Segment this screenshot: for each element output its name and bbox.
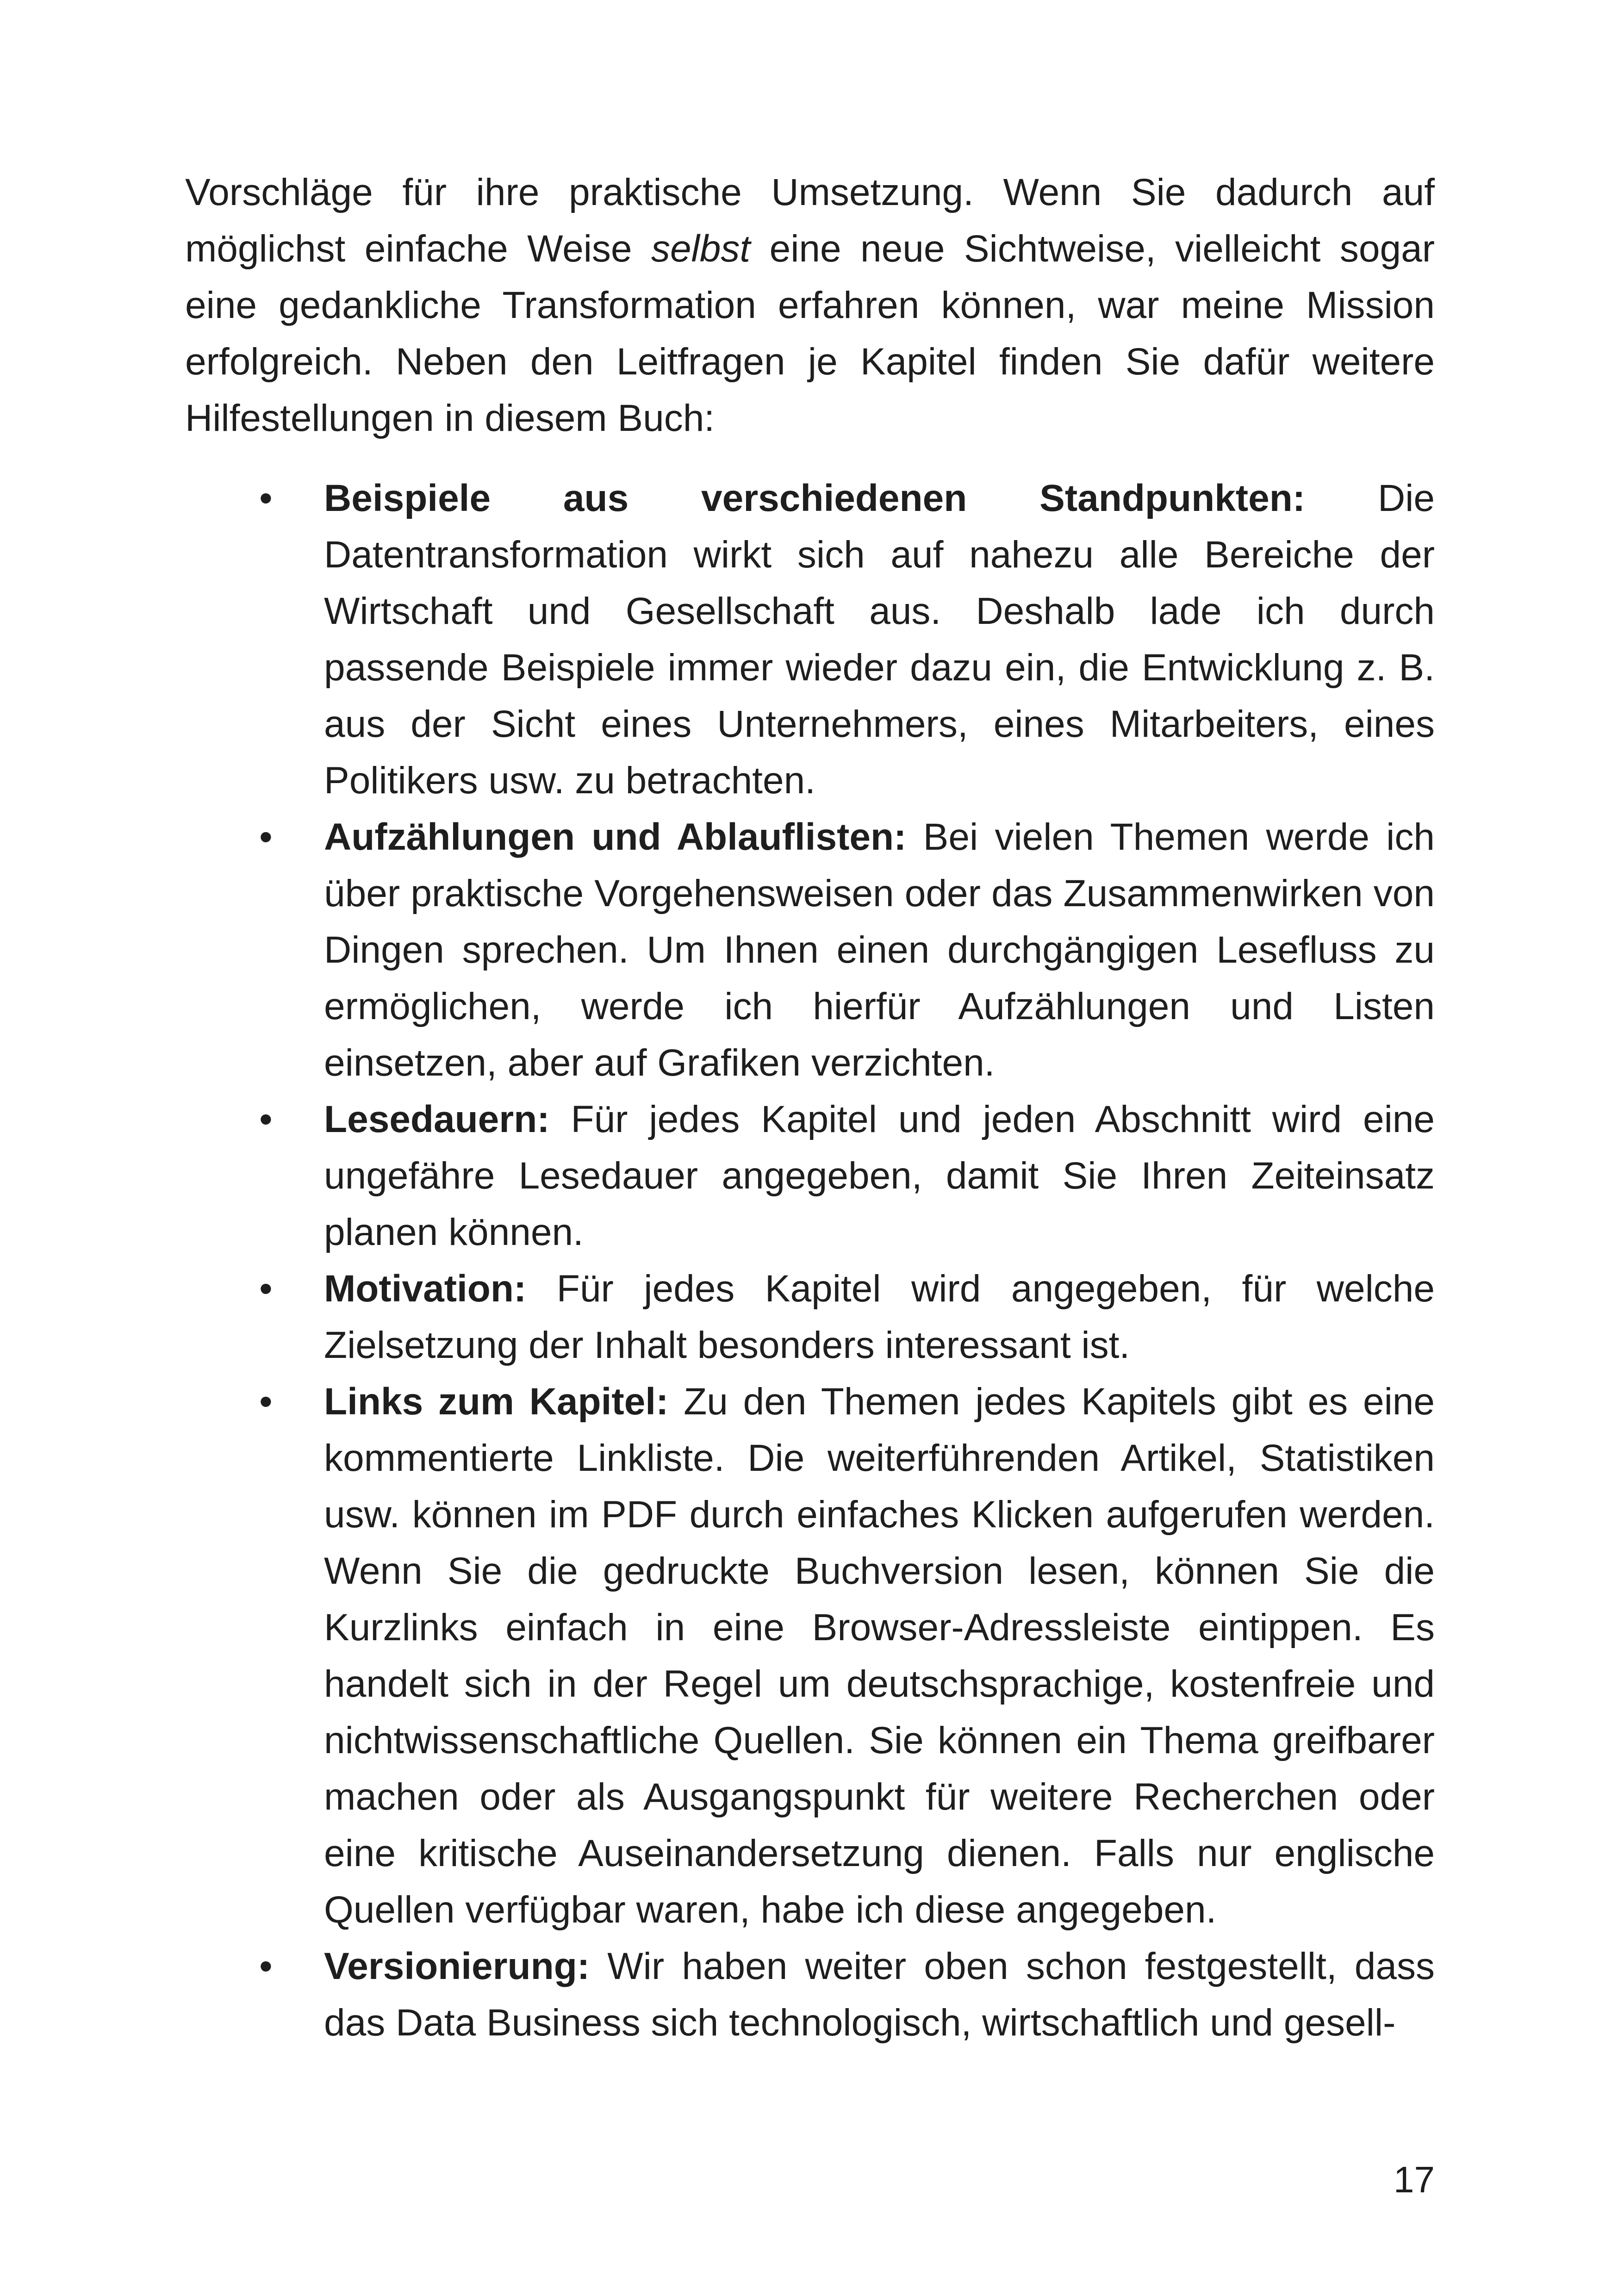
list-item-term: Beispiele aus verschiedenen Standpunkten: [324,477,1306,519]
bullet-icon: • [259,1381,273,1423]
list-item-versionierung [185,1938,1435,2051]
list-item-text: Zu den Themen jedes Kapitels gibt es eine kommentierte Linkliste. Die weiterführenden Artikel, Statistiken usw. können im PDF durch einfaches Klicken aufgerufen werden. Wenn Sie die gedruckte Buchversion lesen, können Sie die Kurzlinks einfach in eine Browser-Adressleiste eintippen. Es handelt sich in der Regel um deutschsprachige, kostenfreie und nichtwissenschaftliche Quellen. Sie können ein Thema greifbarer machen oder als Ausgangspunkt für weitere Recherchen oder eine kritische Auseinandersetzung dienen. Falls nur englische Quellen verfügbar waren, habe ich diese angegeben. [324,1381,1435,1931]
list-item-term: Versionierung: [324,1945,590,1987]
bullet-icon: • [259,1945,273,1987]
list-item-text: Bei vielen Themen werde ich über praktische Vorgehensweisen oder das Zusammenwirken von Dingen sprechen. Um Ihnen einen durchgängigen Lesefluss zu ermöglichen, werde ich hierfür Aufzählungen und Listen einsetzen, aber auf Grafiken verzichten. [324,816,1435,1084]
list-item-motivation [185,1261,1435,1374]
list-item-aufzaehlungen [185,809,1435,1091]
list-item-term: Lesedauern: [324,1098,550,1140]
page-number: 17 [1394,2159,1435,2200]
intro-text-start: Vorschläge für ihre praktische Umsetzung. Wenn Sie dadurch auf möglichst einfache Weise [185,171,1435,270]
bullet-icon: • [259,477,273,519]
feature-list [185,470,1435,2051]
intro-emphasis: selbst [651,228,751,270]
list-item-text: Die Datentransformation wirkt sich auf nahezu alle Bereiche der Wirtschaft und Gesellschaft aus. Deshalb lade ich durch passende Beispiele immer wieder dazu ein, die Entwicklung z. B. aus der Sicht eines Unternehmers, eines Mitarbeiters, eines Politikers usw. zu betrachten. [324,477,1435,802]
list-item-text: Wir haben weiter oben schon festgestellt, dass das Data Business sich technologisch, wirtschaftlich und gesell- [324,1945,1435,2044]
list-item-term: Aufzählungen und Ablauflisten: [324,816,907,858]
intro-paragraph [185,164,1435,447]
list-item-term: Motivation: [324,1268,527,1310]
intro-text-end: eine neue Sichtweise, vielleicht sogar eine gedankliche Transformation erfahren können, war meine Mission erfolgreich. Neben den Leitfragen je Kapitel finden Sie dafür weitere Hilfestellungen in diesem Buch: [185,228,1435,439]
list-item-lesedauern [185,1091,1435,1261]
list-item-text: Für jedes Kapitel wird angegeben, für welche Zielsetzung der Inhalt besonders interessant ist. [324,1268,1435,1366]
list-item-term: Links zum Kapitel: [324,1381,669,1423]
bullet-icon: • [259,1268,273,1310]
list-item-links [185,1374,1435,1938]
body-text [185,164,1435,2051]
list-item-text: Für jedes Kapitel und jeden Abschnitt wird eine ungefähre Lesedauer angegeben, damit Sie Ihren Zeiteinsatz planen können. [324,1098,1435,1253]
list-item-beispiele [185,470,1435,809]
bullet-icon: • [259,816,273,858]
bullet-icon: • [259,1098,273,1140]
